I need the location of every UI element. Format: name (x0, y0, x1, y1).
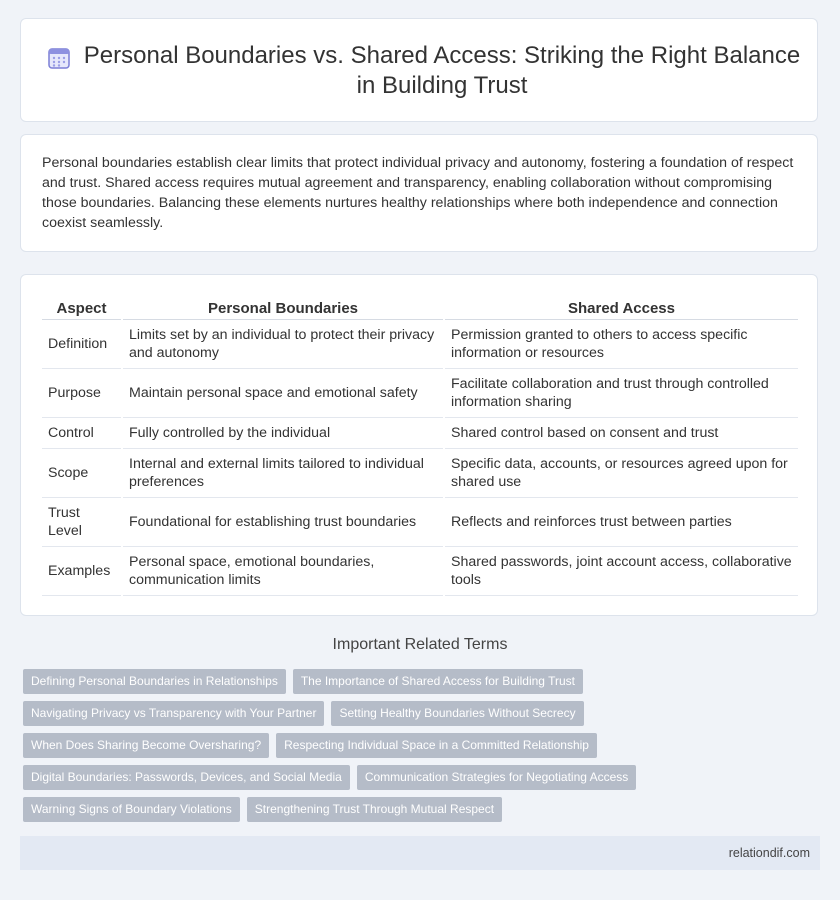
header-shared-access: Shared Access (444, 295, 798, 320)
aspect-cell: Definition (42, 320, 122, 369)
related-term-tag[interactable]: Respecting Individual Space in a Committed Relationship (276, 733, 597, 758)
personal-boundaries-cell: Fully controlled by the individual (122, 418, 444, 449)
comparison-table-card (20, 274, 818, 616)
related-term-tag[interactable]: Setting Healthy Boundaries Without Secrecy (331, 701, 583, 726)
table-row (42, 498, 798, 547)
title-card (20, 18, 818, 122)
personal-boundaries-cell: Personal space, emotional boundaries, communication limits (122, 547, 444, 596)
aspect-cell: Trust Level (42, 498, 122, 547)
comparison-table (42, 295, 798, 596)
table-row (42, 418, 798, 449)
related-term-tag[interactable]: Navigating Privacy vs Transparency with Your Partner (23, 701, 324, 726)
related-term-tag[interactable]: Defining Personal Boundaries in Relationships (23, 669, 286, 694)
shared-access-cell: Specific data, accounts, or resources agreed upon for shared use (444, 449, 798, 498)
personal-boundaries-cell: Internal and external limits tailored to individual preferences (122, 449, 444, 498)
shared-access-cell: Facilitate collaboration and trust through controlled information sharing (444, 369, 798, 418)
header-personal-boundaries: Personal Boundaries (122, 295, 444, 320)
shared-access-cell: Reflects and reinforces trust between parties (444, 498, 798, 547)
shared-access-cell: Permission granted to others to access specific information or resources (444, 320, 798, 369)
footer (20, 836, 820, 870)
related-term-tag[interactable]: Warning Signs of Boundary Violations (23, 797, 240, 822)
table-row (42, 369, 798, 418)
intro-card (20, 134, 818, 252)
table-row (42, 547, 798, 596)
aspect-cell: Purpose (42, 369, 122, 418)
aspect-cell: Control (42, 418, 122, 449)
related-term-tag[interactable]: Digital Boundaries: Passwords, Devices, and Social Media (23, 765, 350, 790)
table-row (42, 449, 798, 498)
shared-access-cell: Shared control based on consent and trust (444, 418, 798, 449)
footer-site-link[interactable]: relationdif.com (728, 846, 810, 860)
table-header-row (42, 295, 798, 320)
personal-boundaries-cell: Foundational for establishing trust boundaries (122, 498, 444, 547)
intro-paragraph: Personal boundaries establish clear limits that protect individual privacy and autonomy, fostering a foundation of respect and trust. Shared access requires mutual agreement and transparency, enabling collaboration without compromising those boundaries. Balancing these elements nurtures healthy relationships where both independence and connection coexist seamlessly. (42, 155, 794, 231)
aspect-cell: Examples (42, 547, 122, 596)
header-aspect: Aspect (42, 295, 122, 320)
table-row (42, 320, 798, 369)
personal-boundaries-cell: Maintain personal space and emotional safety (122, 369, 444, 418)
related-terms-list (23, 669, 813, 829)
personal-boundaries-cell: Limits set by an individual to protect their privacy and autonomy (122, 320, 444, 369)
calendar-icon (47, 46, 71, 70)
related-term-tag[interactable]: Communication Strategies for Negotiating Access (357, 765, 636, 790)
page-title: Personal Boundaries vs. Shared Access: Striking the Right Balance in Building Trust (83, 42, 801, 99)
related-terms-heading: Important Related Terms (332, 636, 508, 653)
aspect-cell: Scope (42, 449, 122, 498)
related-term-tag[interactable]: Strengthening Trust Through Mutual Respect (247, 797, 502, 822)
related-term-tag[interactable]: When Does Sharing Become Oversharing? (23, 733, 269, 758)
related-term-tag[interactable]: The Importance of Shared Access for Building Trust (293, 669, 583, 694)
shared-access-cell: Shared passwords, joint account access, collaborative tools (444, 547, 798, 596)
